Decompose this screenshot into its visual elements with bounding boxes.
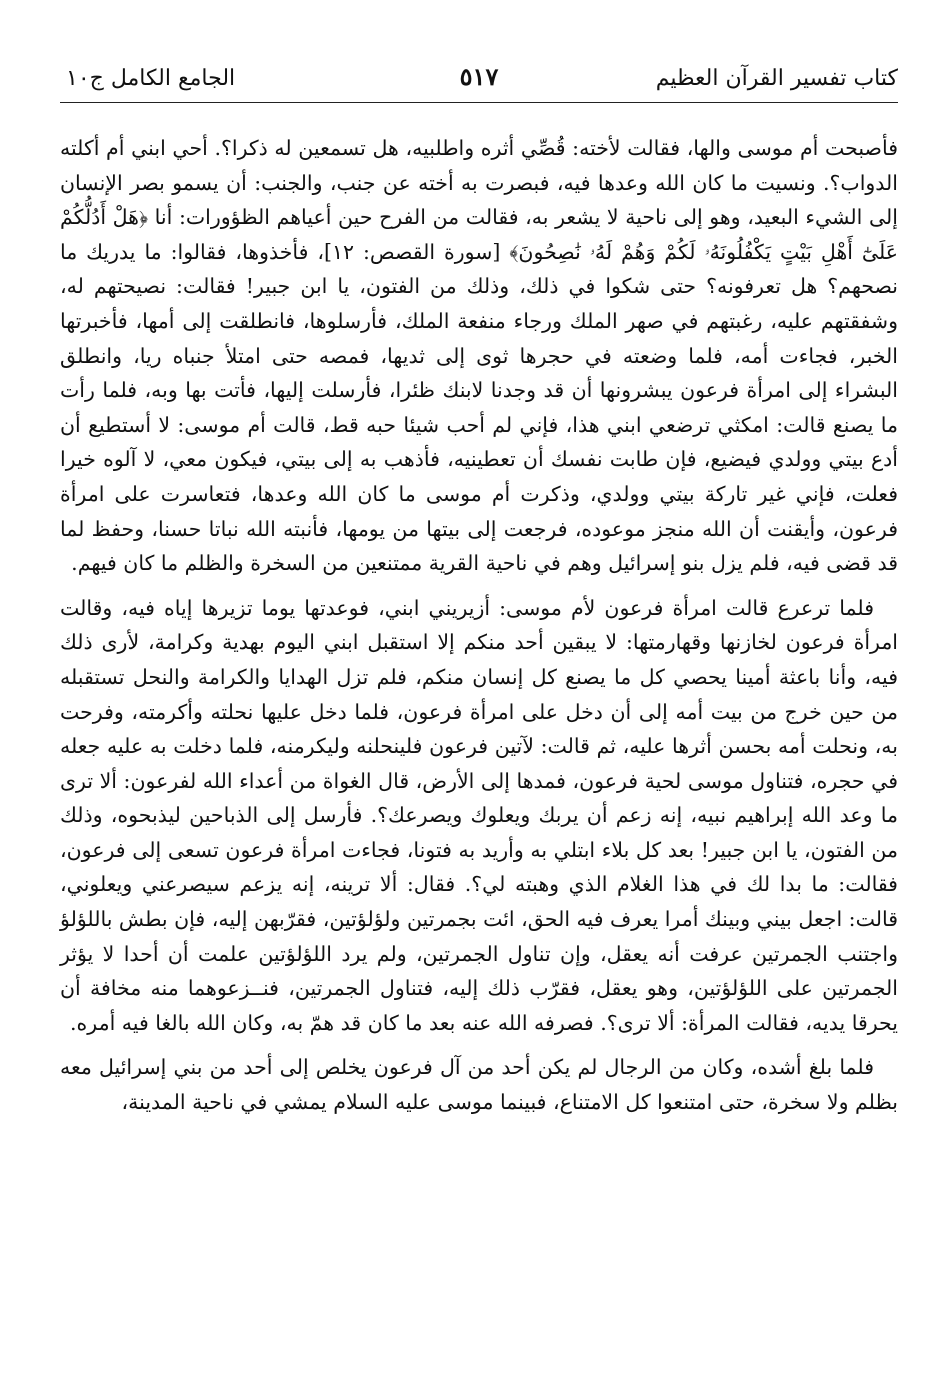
paragraph: فأصبحت أم موسى والها، فقالت لأخته: قُصِّي أثره واطلبيه، هل تسمعين له ذكرا؟. أحي ابني أم أكلته الدواب؟. ونسيت ما كان الله وعدها فيه، فبصرت به أخته عن جنب، والجنب: أن يسمو بصر الإنسان إلى الشيء البعيد، وهو إلى ناحية لا يشعر به، فقالت من الفرح حين أعياهم الظؤورات: أنا ﴿هَلْ أَدُلُّكُمْ عَلَىٰٓ أَهْلِ بَيْتٍ يَكْفُلُونَهُۥ لَكُمْ وَهُمْ لَهُۥ نَٰصِحُونَ﴾ [سورة القصص: ١٢]، فأخذوها، فقالوا: ما يدريك ما نصحهم؟ هل تعرفونه؟ حتى شكوا في ذلك، وذلك من الفتون، يا ابن جبير! فقالت: نصيحتهم له، وشفقتهم عليه، رغبتهم في صهر الملك ورجاء منفعة الملك، فأرسلوها، فانطلقت إلى أمها، فأخبرتها الخبر، فجاءت أمه، فلما وضعته في حجرها ثوى إلى ثديها، فمصه حتى امتلأ جنباه ريا، وانطلق البشراء إلى امرأة فرعون يبشرونها أن قد وجدنا لابنك ظئرا، فأرسلت إليها، فأتت بها وبه، فلما رأت ما يصنع قالت: امكثي ترضعي ابني هذا، فإني لم أحب شيئا حبه قط، قالت أم موسى: لا أستطيع أن أدع بيتي وولدي فيضيع، فإن طابت نفسك أن تعطينيه، فأذهب به إلى بيتي، فيكون معي، لا آلوه خيرا فعلت، فإني غير تاركة بيتي وولدي، وذكرت أم موسى ما كان الله وعدها، فتعاسرت على امرأة فرعون، وأيقنت أن الله منجز موعوده، فرجعت إلى بيتها من يومها، فأنبته الله نباتا حسنا، وحفظ لما قد قضى فيه، فلم يزل بنو إسرائيل وهم في ناحية القرية ممتنعين من السخرة والظلم ما كان فيهم. <box>60 136 898 576</box>
page-number: ٥١٧ <box>459 62 499 91</box>
paragraph: فلما ترعرع قالت امرأة فرعون لأم موسى: أزيريني ابني، فوعدتها يوما تزيرها إياه فيه، وقالت امرأة فرعون لخازنها وقهارمتها: لا يبقين أحد منكم إلا استقبل ابني اليوم بهدية وكرامة، لأرى ذلك فيه، وأنا باعثة أمينا يحصي كل ما يصنع كل إنسان منكم، فلم تزل الهدايا والكرامة والنحل تستقبله من حين خرج من بيت أمه إلى أن دخل على امرأة فرعون، فلما دخل عليها نحلته وأكرمته، وفرحت به، ونحلت أمه بحسن أثرها عليه، ثم قالت: لآتين فرعون فلينحلنه وليكرمنه، فلما دخلت به عليه جعله في حجره، فتناول موسى لحية فرعون، فمدها إلى الأرض، قال الغواة من أعداء الله لفرعون: ألا ترى ما وعد الله إبراهيم نبيه، إنه زعم أن يربك ويعلوك ويصرعك؟. فأرسل إلى الذباحين ليذبحوه، وذلك من الفتون، يا ابن جبير! بعد كل بلاء ابتلي به وأريد به فتونا، فجاءت امرأة فرعون تسعى إلى فرعون، فقالت: ما بدا لك في هذا الغلام الذي وهبته لي؟. فقال: ألا ترينه، إنه يزعم سيصرعني ويعلوني، قالت: اجعل بيني وبينك أمرا يعرف فيه الحق، ائت بجمرتين ولؤلؤتين، فقرّبهن إليه، فإن بطش باللؤلؤ واجتنب الجمرتين عرفت أنه يعقل، وإن تناول الجمرتين، ولم يرد اللؤلؤتين علمت أن أحدا لا يؤثر الجمرتين على اللؤلؤتين، وهو يعقل، فقرّب ذلك إليه، فتناول الجمرتين، فنــزعوهما منه مخافة أن يحرقا يديه، فقالت المرأة: ألا ترى؟. فصرفه الله عنه بعد ما كان قد همّ به، وكان الله بالغا فيه أمره. <box>60 595 898 1035</box>
book-page <box>60 58 898 1358</box>
page-body <box>60 131 898 1120</box>
paragraph: فلما بلغ أشده، وكان من الرجال لم يكن أحد من آل فرعون يخلص إلى أحد من بني إسرائيل معه بظلم ولا سخرة، حتى امتنعوا كل الامتناع، فبينما موسى عليه السلام يمشي في ناحية المدينة، <box>60 1055 898 1115</box>
running-header <box>60 58 898 103</box>
book-title: كتاب تفسير القرآن العظيم <box>655 66 898 91</box>
volume-label: الجامع الكامل ج١٠ <box>66 66 236 91</box>
